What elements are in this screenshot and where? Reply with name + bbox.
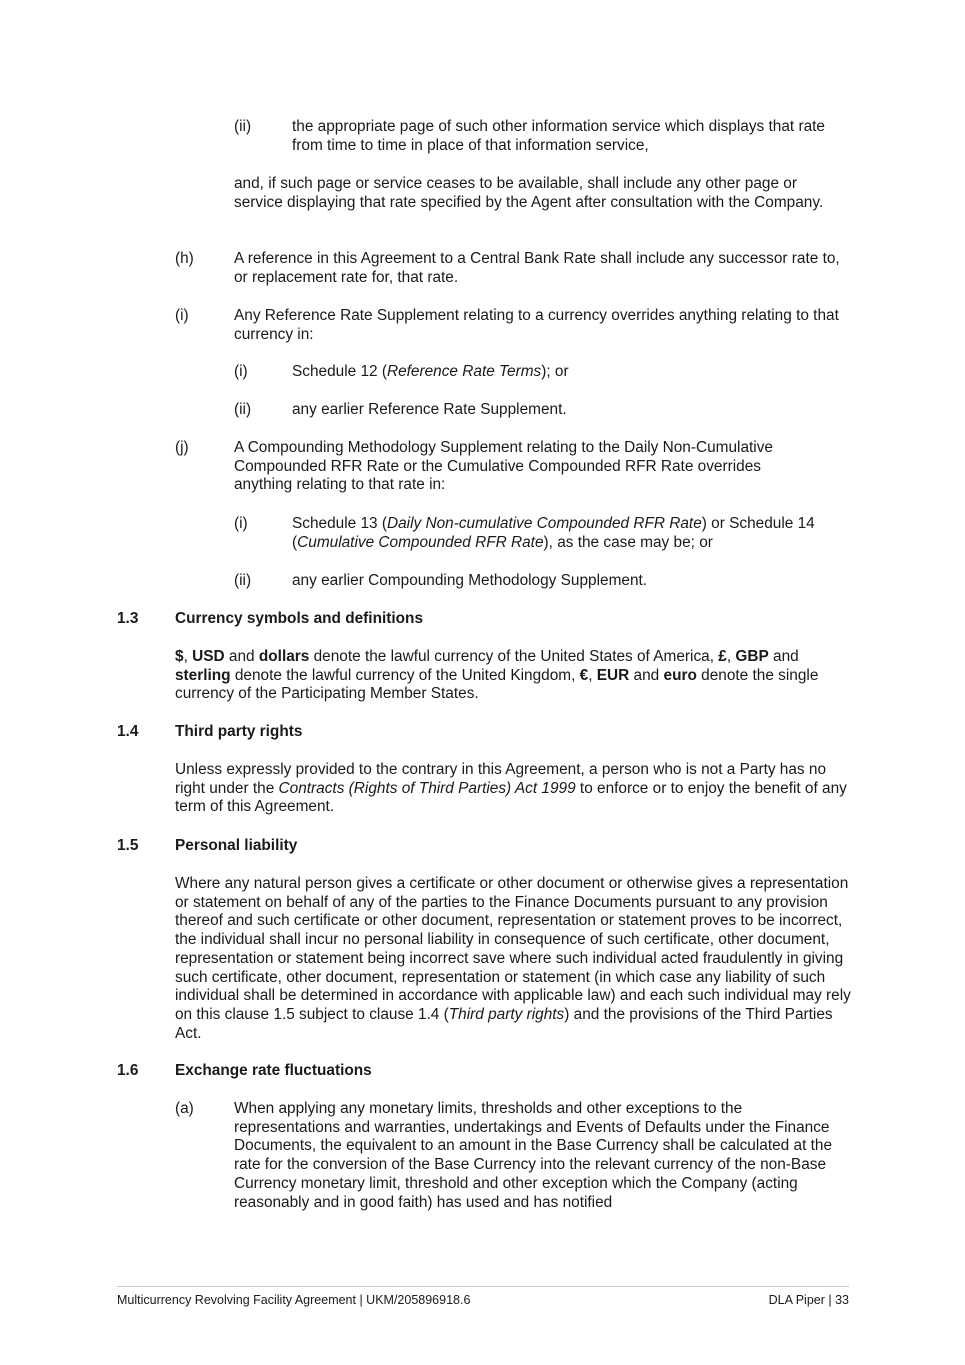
section-heading: Exchange rate fluctuations <box>175 1062 372 1079</box>
item-text: any earlier Compounding Methodology Supplement. <box>292 572 648 589</box>
item-number: (h) <box>175 250 194 267</box>
item-text: Any Reference Rate Supplement relating to a currency overrides anything relating to that currency in: <box>234 307 839 343</box>
footer-document-reference: Multicurrency Revolving Facility Agreement | UKM/205896918.6 <box>117 1293 471 1307</box>
item-number: (i) <box>175 307 189 324</box>
item-number: (i) <box>234 363 248 380</box>
footer-page-number: DLA Piper | 33 <box>768 1293 849 1307</box>
item-text: Schedule 13 (Daily Non-cumulative Compounded RFR Rate) or Schedule 14 (Cumulative Compounded RFR Rate), as the case may be; or <box>292 515 815 551</box>
footer-divider <box>117 1286 849 1287</box>
item-number: (j) <box>175 439 189 456</box>
section-body: Unless expressly provided to the contrary in this Agreement, a person who is not a Party has no right under the Contracts (Rights of Third Parties) Act 1999 to enforce or to enjoy the benefit of any term of this Agreement. <box>175 761 847 816</box>
item-text: the appropriate page of such other information service which displays that rate from time to time in place of that information service, <box>292 118 825 154</box>
section-number: 1.3 <box>117 610 139 627</box>
item-number: (ii) <box>234 572 252 589</box>
section-number: 1.4 <box>117 723 139 740</box>
paragraph-text: and, if such page or service ceases to be available, shall include any other page or service displaying that rate specified by the Agent after consultation with the Company. <box>234 175 824 211</box>
section-number: 1.5 <box>117 837 139 854</box>
section-heading: Third party rights <box>175 723 303 740</box>
section-heading: Personal liability <box>175 837 298 854</box>
item-text: A reference in this Agreement to a Central Bank Rate shall include any successor rate to, or replacement rate for, that rate. <box>234 250 840 286</box>
item-text: When applying any monetary limits, thresholds and other exceptions to the representations and warranties, undertakings and Events of Defaults under the Finance Documents, the equivalent to an amount in the Base Currency shall be calculated at the rate for the conversion of the Base Currency into the relevant currency of the non-Base Currency monetary limit, threshold and other exception which the Company (acting reasonably and in good faith) has used and has notified <box>234 1100 833 1211</box>
item-text: Schedule 12 (Reference Rate Terms); or <box>292 363 569 380</box>
section-heading: Currency symbols and definitions <box>175 610 424 627</box>
item-number: (i) <box>234 515 248 532</box>
item-number: (ii) <box>234 401 252 418</box>
item-number: (a) <box>175 1100 194 1117</box>
item-text: A Compounding Methodology Supplement relating to the Daily Non-Cumulative Compounded RFR Rate or the Cumulative Compounded RFR Rate overrides anything relating to that rate in: <box>234 439 773 494</box>
section-body: Where any natural person gives a certificate or other document or otherwise gives a representation or statement on behalf of any of the parties to the Finance Documents pursuant to any provision thereof and such certificate or other document, representation or statement proves to be incorrect, the individual shall incur no personal liability in consequence of such certificate, other document, representation or statement being incorrect save where such individual acted fraudulently in giving such certificate, other document, representation or statement (in which case any liability of such individual shall be determined in accordance with applicable law) and each such individual may rely on this clause 1.5 subject to clause 1.4 (Third party rights) and the provisions of the Third Parties Act. <box>175 875 851 1042</box>
item-number: (ii) <box>234 118 252 135</box>
section-number: 1.6 <box>117 1062 139 1079</box>
item-text: any earlier Reference Rate Supplement. <box>292 401 567 418</box>
section-body: $, USD and dollars denote the lawful currency of the United States of America, £, GBP and sterling denote the lawful currency of the United Kingdom, €, EUR and euro denote the single currency of the Participating Member States. <box>175 648 819 703</box>
